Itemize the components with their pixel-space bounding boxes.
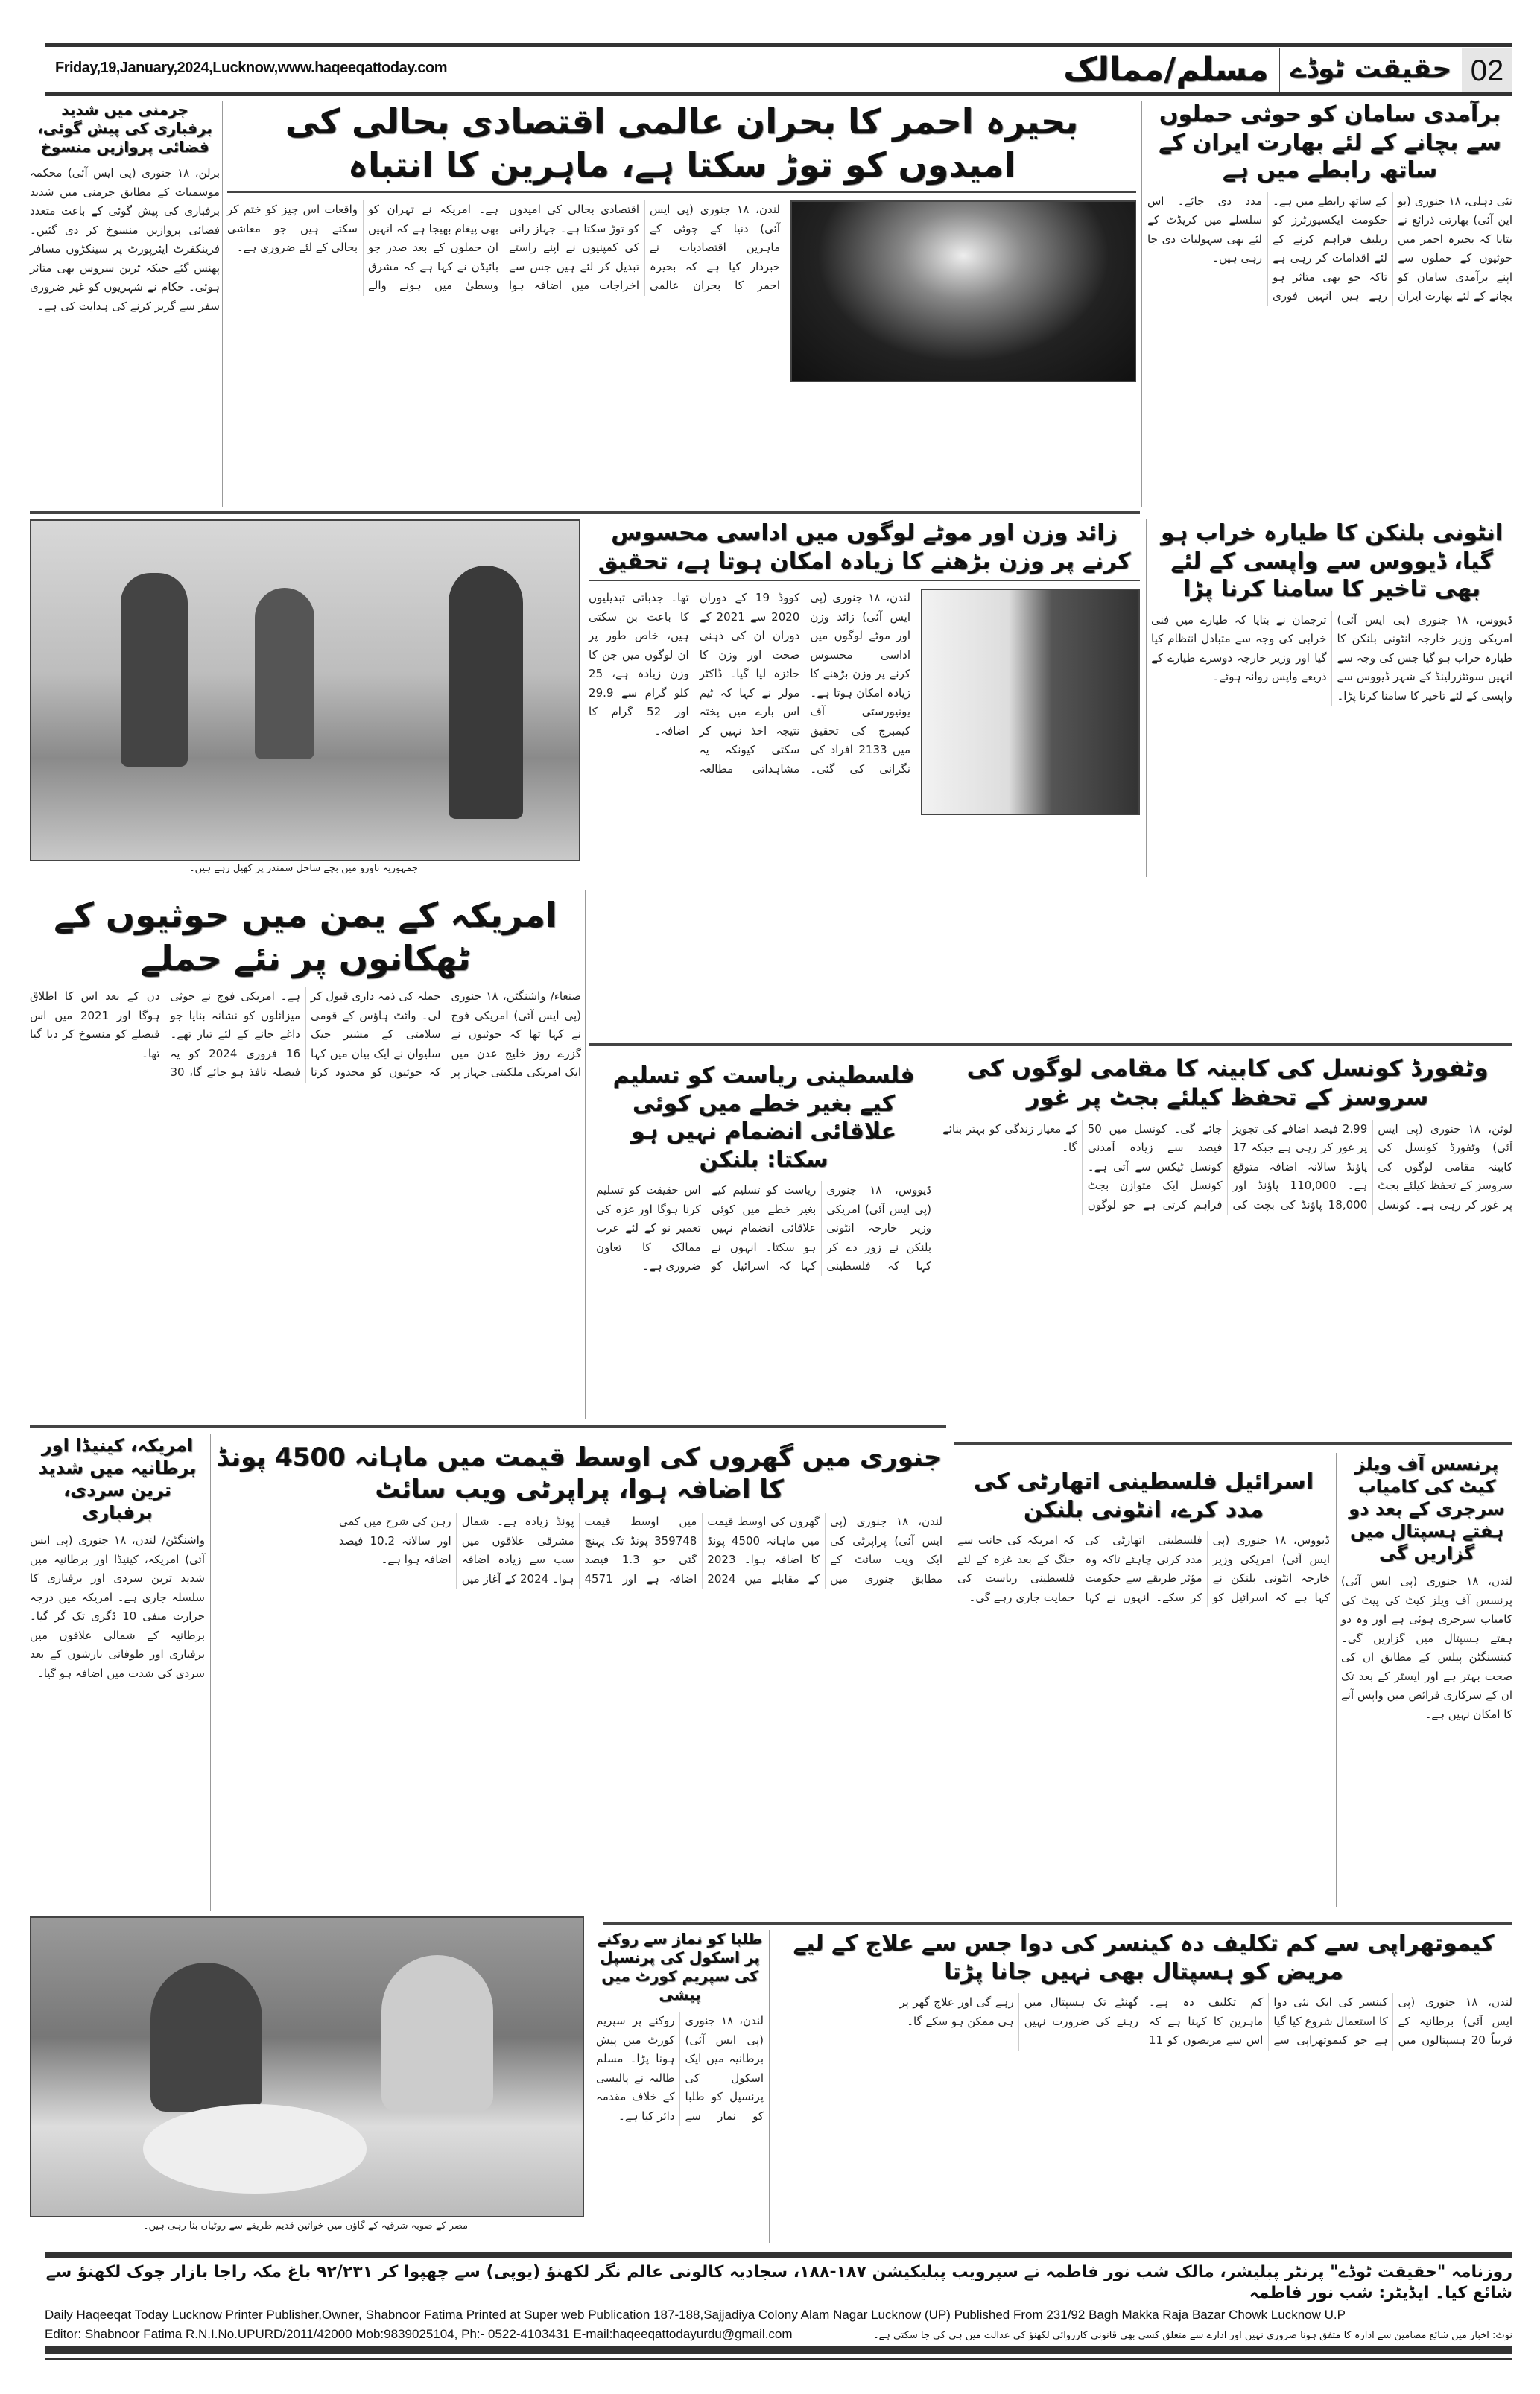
headline: کیموتھراپی سے کم تکلیف دہ کینسر کی دوا جس سے علاج کے لیے مریض کو ہسپتال بھی نہیں جانا پڑتا (793, 1931, 1495, 1985)
editor-line: Editor: Shabnoor Fatima R.N.I.No.UPURD/2011/42000 Mob:9839025104, Ph:- 0522-4103431 E-mail:haqeeqattodayurdu@gmail.com (45, 2327, 793, 2341)
article-yemen-strikes (30, 894, 581, 1083)
article-body: صنعاء/ واشنگٹن، ۱۸ جنوری (پی ایس آئی) امریکی فوج نے کہا تھا کہ حوثیوں نے گزرے روز خلیج عدن میں ایک امریکی ملکیتی جہاز پر حملہ کی ذمہ داری قبول کر لی۔ وائٹ ہاؤس کے قومی سلامتی کے مشیر جیک سلیوان نے ایک بیان میں کہا کہ حوثیوں کو محدود کرنا ہے۔ امریکی فوج نے حوثی میزائلوں کو نشانہ بنایا جو داغے جانے کے لئے تیار تھے۔ 16 فروری 2024 کو یہ فیصلہ نافذ ہو جائے گا، 30 دن کے بعد اس کا اطلاق ہوگا اور 2021 میں اس فیصلے کو منسوخ کر دیا گیا تھا۔ (30, 989, 581, 1079)
dateline: Friday,19,January,2024,Lucknow,www.haqeeqattoday.com (55, 60, 448, 76)
article-body: لندن، ۱۸ جنوری (پی ایس آئی) زائد وزن اور موٹے لوگوں میں اداسی محسوس کرنے پر وزن بڑھنے کا زیادہ امکان ہوتا ہے۔ یونیورسٹی آف کیمبرج کی تحقیق میں 2133 افراد کی نگرانی کی گئی۔ کووڈ 19 کے دوران 2020 سے 2021 کے دوران ان کی ذہنی صحت اور وزن کا جائزہ لیا گیا۔ ڈاکٹر مولر نے کہا کہ ٹیم اس بارے میں پختہ نتیجہ اخذ نہیں کر سکتی کیونکہ یہ مشاہداتی مطالعہ تھا۔ جذباتی تبدیلیوں کا باعث بن سکتی ہیں، خاص طور پر ان لوگوں میں جن کا وزن زیادہ ہے، 25 کلو گرام سے 29.9 اور 52 گرام کا اضافہ۔ (589, 591, 910, 776)
overweight-person-photo (921, 589, 1140, 815)
column-divider (769, 1930, 770, 2243)
headline: جرمنی میں شدید برفباری کی پیش گوئی، فضائی پروازیں منسوخ (37, 101, 212, 156)
headline: برآمدی سامان کو حوثی حملوں سے بچانے کے لئے بھارت ایران کے ساتھ رابطے میں ہے (1159, 101, 1501, 183)
article-body: ڈیووس، ۱۸ جنوری (پی ایس آئی) امریکی وزیر خارجہ انٹونی بلنکن کا طیارہ خراب ہو گیا جس کی وجہ سے انہیں سوئٹزرلینڈ کے شہر ڈیووس سے واپسی کے لئے تاخیر کا سامنا کرنا پڑا۔ ترجمان نے بتایا کہ طیارے میں فنی خرابی کی وجہ سے متبادل انتظام کیا گیا اور وزیر خارجہ دوسرے طیارے کے ذریعے واپس روانہ ہوئے۔ (1151, 612, 1512, 703)
headline: انٹونی بلنکن کا طیارہ خراب ہو گیا، ڈیووس سے واپسی کے لئے بھی تاخیر کا سامنا کرنا پڑا (1160, 520, 1503, 602)
article-body: لندن، ۱۸ جنوری (پی ایس آئی) برطانیہ کے قریباً 20 ہسپتالوں میں کینسر کی ایک نئی دوا کا استعمال شروع کیا گیا ہے جو کیموتھراپی سے کم تکلیف دہ ہے۔ ماہرین کا کہنا ہے کہ اس سے مریضوں کو 11 گھنٹے تک ہسپتال میں رہنے کی ضرورت نہیں رہے گی اور علاج گھر پر ہی ممکن ہو سکے گا۔ (899, 1995, 1512, 2047)
aircraft-carrier-night-photo (790, 200, 1136, 382)
article-body: ڈیووس، ۱۸ جنوری (پی ایس آئی) امریکی وزیر خارجہ انٹونی بلنکن نے کہا ہے کہ اسرائیل کو فلسطینی اتھارٹی کی مدد کرنی چاہئے تاکہ وہ مؤثر طریقے سے حکومت کر سکے۔ انہوں نے کہا کہ امریکہ کی جانب سے جنگ کے بعد غزہ کے لئے فلسطینی ریاست کی حمایت جاری رہے گی۔ (957, 1533, 1330, 1604)
section-rule (603, 1922, 1512, 1925)
article-iran-exports (1147, 101, 1512, 306)
article-blinken-plane (1151, 519, 1512, 706)
headline: امریکہ، کینیڈا اور برطانیہ میں شدید ترین سردی، برفباری (38, 1435, 197, 1523)
article-body: لندن، ۱۸ جنوری (پی ایس آئی) دنیا کے چوٹی کے ماہرین اقتصادیات نے خبردار کیا ہے کہ بحیرہ احمر کا بحران عالمی اقتصادی بحالی کی امیدوں کو توڑ سکتا ہے۔ جہاز رانی کی کمپنیوں نے اپنے راستے تبدیل کر لئے ہیں جس سے اخراجات میں اضافہ ہوا ہے۔ امریکہ نے تہران کو بھی پیغام بھیجا ہے کہ انہیں ان حملوں کے بعد صدر جو بائیڈن نے کہا ہے کہ مشرق وسطیٰ میں ہونے والے واقعات اس چیز کو ختم کر سکتے ہیں جو معاشی بحالی کے لئے ضروری ہے۔ (227, 203, 780, 292)
column-divider (585, 890, 586, 1419)
section-title: مسلم/ممالک (1063, 51, 1269, 89)
article-body: ڈیووس، ۱۸ جنوری (پی ایس آئی) امریکی وزیر خارجہ انٹونی بلنکن نے زور دے کر کہا کہ فلسطینی ریاست کو تسلیم کیے بغیر خطے میں کوئی علاقائی انضمام نہیں ہو سکتا۔ انہوں نے کہا کہ اسرائیل کو اس حقیقت کو تسلیم کرنا ہوگا اور غزہ کی تعمیر نو کے لئے عرب ممالک کا تعاون ضروری ہے۔ (596, 1183, 931, 1273)
english-imprint: Daily Haqeeqat Today Lucknow Printer Publisher,Owner, Shabnoor Fatima Printed at Super web Publication 187-188,Sajjadiya Colony Alam Nagar Lucknow (UP) Published From 231/92 Bagh Makka Raja Bazar Chowk Lucknow U.P (45, 2308, 1346, 2322)
article-body: لندن، ۱۸ جنوری (پی ایس آئی) پراپرٹی کی ایک ویب سائٹ کے مطابق جنوری میں گھروں کی اوسط قیمت میں ماہانہ 4500 پونڈ کا اضافہ ہوا۔ 2023 کے مقابلے میں 2024 میں اوسط قیمت 359748 پونڈ تک پہنچ گئی جو 1.3 فیصد اضافہ ہے اور 4571 پونڈ زیادہ ہے۔ شمال مشرقی علاقوں میں سب سے زیادہ اضافہ ہوا۔ 2024 کے آغاز میں رہن کی شرح میں کمی اور سالانہ 10.2 فیصد اضافہ ہوا ہے۔ (338, 1515, 942, 1586)
article-body: لندن، ۱۸ جنوری (پی ایس آئی) پرنسس آف ویلز کیٹ کی پیٹ کی کامیاب سرجری ہوئی ہے اور وہ دو ہفتے ہسپتال میں گزاریں گی۔ کینسنگٹن پیلس کے مطابق ان کی صحت بہتر ہے اور ایسٹر کے بعد تک ان کے سرکاری فرائض میں واپس آنے کا امکان نہیں ہے۔ (1341, 1574, 1512, 1721)
header-top-rule (45, 43, 1512, 47)
woman-figure (381, 1955, 493, 2112)
section-rule (589, 1043, 1512, 1046)
article-princess-kate (1341, 1453, 1512, 1724)
article-cancer-drug (775, 1930, 1512, 2051)
photo-caption: جمہوریہ ناورو میں بچے ساحل سمندر پر کھیل رہے ہیں۔ (189, 863, 418, 874)
column-divider (222, 101, 223, 507)
article-body: نئی دہلی، ۱۸ جنوری (یو این آئی) بھارتی ذرائع نے بتایا کہ بحیرہ احمر میں حوثیوں کے حملوں سے اپنے برآمدی سامان کو بچانے کے لئے بھارت ایران کے ساتھ رابطے میں ہے۔ حکومت ایکسپورٹرز کو ریلیف فراہم کرنے کے لئے اقدامات کر رہی ہے تاکہ جو بھی متاثر ہو رہے ہیں انہیں فوری مدد دی جائے۔ اس سلسلے میں کریڈٹ کے لئے بھی سہولیات دی جا رہی ہیں۔ (1147, 194, 1512, 303)
article-watford-budget (942, 1054, 1512, 1215)
headline: طلبا کو نماز سے روکنے پر اسکول کی پرنسپل کی سپریم کورٹ میں پیشی (597, 1930, 763, 2004)
headline: اسرائیل فلسطینی اتھارٹی کی مدد کرے، انٹونی بلنکن (973, 1469, 1314, 1523)
article-obesity-study (589, 519, 1140, 815)
child-figure (449, 566, 523, 819)
headline: فلسطینی ریاست کو تسلیم کیے بغیر خطے میں کوئی علاقائی انضمام نہیں ہو سکتا: بلنکن (612, 1063, 915, 1173)
header-bottom-rule (45, 92, 1512, 96)
article-israel-pa (957, 1453, 1330, 1607)
article-red-sea (227, 101, 1136, 382)
headline: جنوری میں گھروں کی اوسط قیمت میں ماہانہ 4500 پونڈ کا اضافہ ہوا، پراپرٹی ویب سائٹ (216, 1443, 942, 1504)
child-figure (255, 588, 314, 759)
children-beach-photo (30, 519, 580, 861)
column-divider (210, 1434, 211, 1911)
footer-top-rule (45, 2252, 1512, 2258)
section-rule (30, 1425, 946, 1428)
headline: بحیرہ احمر کا بحران عالمی اقتصادی بحالی کی امیدوں کو توڑ سکتا ہے، ماہرین کا انتباہ (227, 101, 1136, 193)
article-school-prayer (596, 1930, 764, 2126)
headline: زائد وزن اور موٹے لوگوں میں اداسی محسوس کرنے پر وزن بڑھنے کا زیادہ امکان ہوتا ہے، تحقیق (589, 519, 1140, 581)
article-snow-us-uk (30, 1434, 205, 1683)
column-divider (1146, 519, 1147, 877)
paper-name: حقیقت ٹوڈے (1290, 54, 1452, 84)
section-rule (30, 511, 1140, 514)
women-baking-bread-photo (30, 1916, 584, 2217)
article-palestine-state (596, 1054, 931, 1276)
footer-bottom-rule (45, 2346, 1512, 2354)
photo-caption: مصر کے صوبہ شرقیہ کے گاؤں میں خواتین قدیم طریقے سے روٹیاں بنا رہی ہیں۔ (142, 2220, 469, 2232)
article-germany-snow (30, 101, 220, 316)
footer-bottom-rule-thin (45, 2358, 1512, 2360)
section-rule (954, 1442, 1512, 1445)
disclaimer: نوٹ: اخبار میں شائع مضامین سے ادارہ کا متفق ہونا ضروری نہیں اور ادارے سے متعلق کسی بھی قانونی کارروائی لکھنؤ کی عدالت میں ہی کی جا سکتی ہے۔ (872, 2330, 1512, 2341)
headline: امریکہ کے یمن میں حوثیوں کے ٹھکانوں پر نئے حملے (54, 895, 557, 978)
article-body: لندن، ۱۸ جنوری (پی ایس آئی) برطانیہ میں ایک اسکول کی پرنسپل کو طلبا کو نماز سے روکنے پر سپریم کورٹ میں پیش ہونا پڑا۔ مسلم طالبہ نے پالیسی کے خلاف مقدمہ دائر کیا ہے۔ (596, 2014, 764, 2123)
footer (45, 2252, 1512, 2360)
article-house-prices (216, 1434, 942, 1589)
page-number: 02 (1462, 48, 1512, 94)
headline: پرنسس آف ویلز کیٹ کی کامیاب سرجری کے بعد دو ہفتے ہسپتال میں گزاریں گی (1349, 1454, 1505, 1564)
article-body: واشنگٹن/ لندن، ۱۸ جنوری (پی ایس آئی) امریکہ، کینیڈا اور برطانیہ میں شدید ترین سردی اور برفباری کا سلسلہ جاری ہے۔ امریکہ میں درجہ حرارت منفی 10 ڈگری تک گر گیا۔ برطانیہ کے شمالی علاقوں میں برفباری اور طوفانی بارشوں کے بعد سردی کی شدت میں اضافہ ہو گیا۔ (30, 1533, 205, 1680)
headline: وٹفورڈ کونسل کی کابینہ کا مقامی لوگوں کی سروسز کے تحفظ کیلئے بجٹ پر غور (966, 1055, 1489, 1111)
article-body: لوٹن، ۱۸ جنوری (پی ایس آئی) وٹفورڈ کونسل کی کابینہ مقامی لوگوں کی سروسز کے تحفظ کیلئے بجٹ پر غور کر رہی ہے۔ کونسل 2.99 فیصد اضافے کی تجویز پر غور کر رہی ہے جبکہ 17 پاؤنڈ سالانہ اضافہ متوقع ہے۔ 110,000 پاؤنڈ اور 18,000 پاؤنڈ کی بچت کی جائے گی۔ کونسل میں 50 فیصد سے زیادہ آمدنی کونسل ٹیکس سے آتی ہے۔ کونسل ایک متوازن بجٹ فراہم کرتی ہے جو لوگوں کے معیار زندگی کو بہتر بنائے گا۔ (942, 1121, 1512, 1212)
column-divider (1336, 1453, 1337, 1907)
woman-figure (150, 1963, 262, 2112)
footer-contact-row (45, 2327, 1512, 2342)
dough-tray (143, 2104, 367, 2194)
urdu-imprint: روزنامہ "حقیقت ٹوڈے" پرنٹر پبلیشر، مالک شب نور فاطمہ نے سپرویب پبلیکیشن ۱۸۷-۱۸۸، سجادیہ کالونی عالم نگر لکھنؤ (یوپی) سے چھپوا کر ۹۲/۲۳۱ باغ مکہ راجا بازار چوک لکھنؤ سے شائع کیا۔ ایڈیٹر: شب نور فاطمہ (45, 2263, 1512, 2302)
child-figure (121, 573, 188, 767)
header-divider (1279, 48, 1280, 92)
article-body: برلن، ۱۸ جنوری (پی ایس آئی) محکمہ موسمیات کے مطابق جرمنی میں شدید برفباری کی پیش گوئی کے باعث متعدد فضائی پروازیں منسوخ کر دی گئیں۔ فرینکفرٹ ایئرپورٹ پر سینکڑوں مسافر پھنس گئے جبکہ ٹرین سروس بھی متاثر ہوئی۔ حکام نے شہریوں کو غیر ضروری سفر سے گریز کرنے کی ہدایت کی ہے۔ (30, 166, 220, 313)
column-divider (1141, 101, 1142, 507)
